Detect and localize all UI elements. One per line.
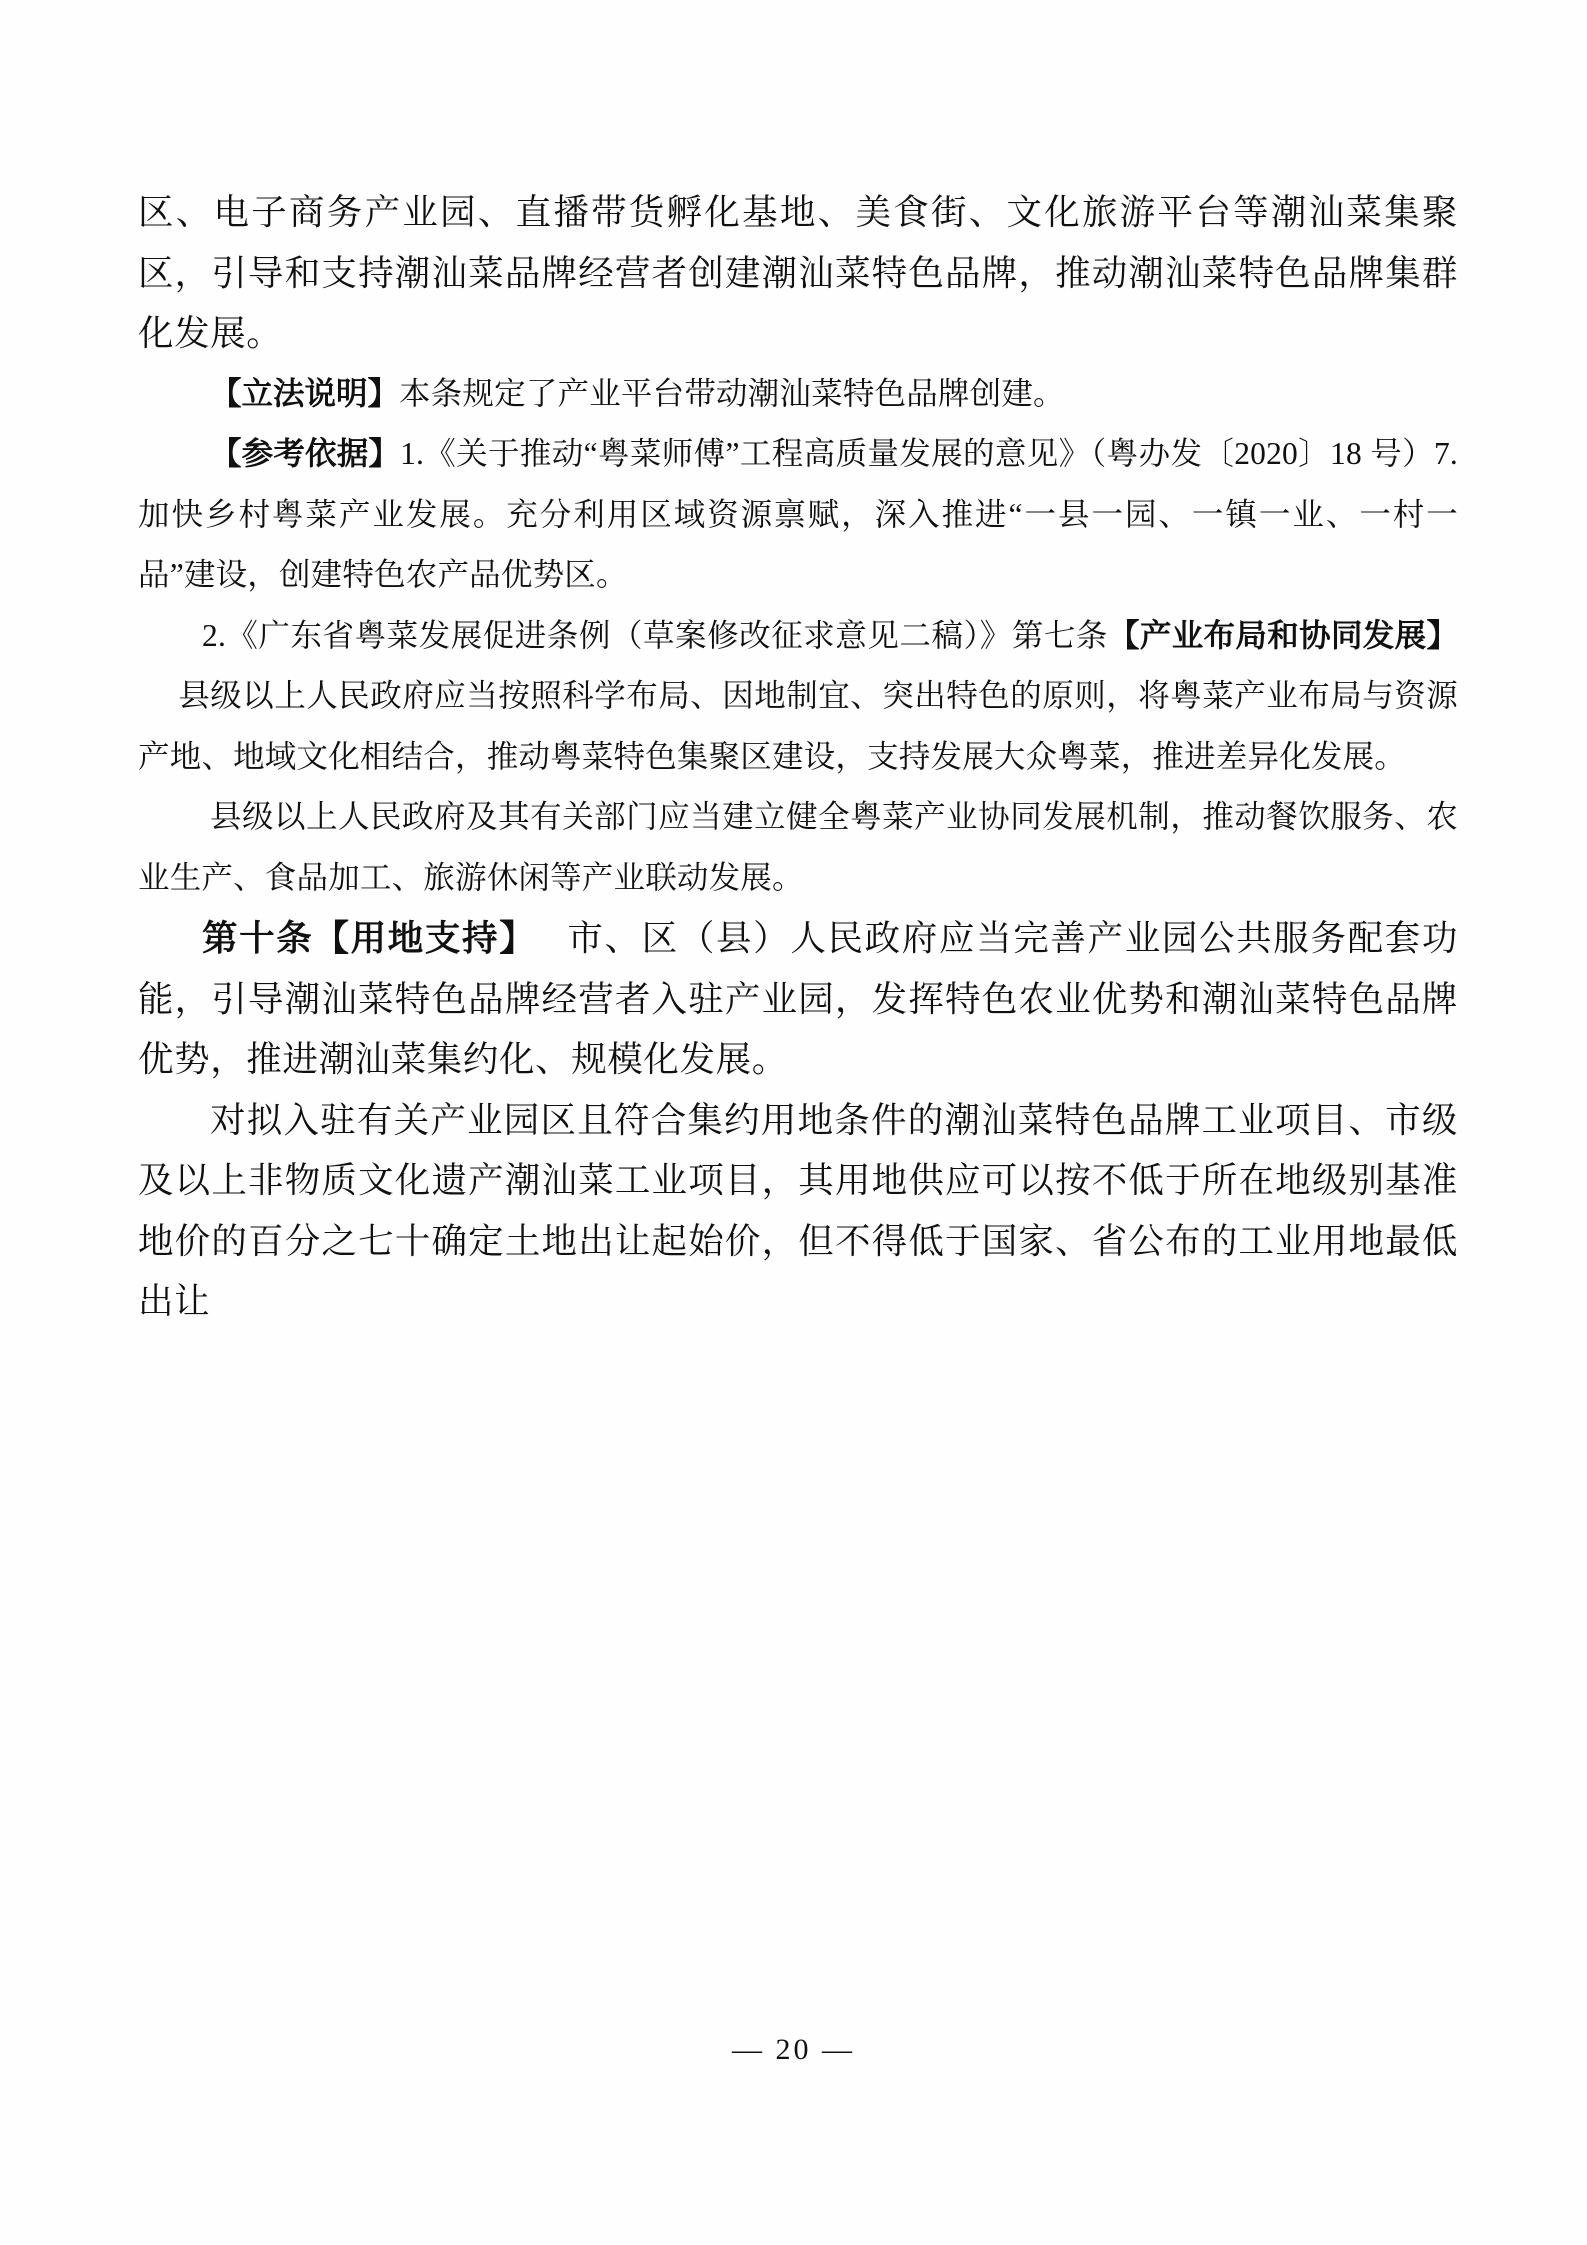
article-10-heading: 第十条【用地支持】 [202,918,537,958]
reference-item-2-text: 县级以上人民政府应当按照科学布局、因地制宜、突出特色的原则，将粤菜产业布局与资源产地、地域文化相结合，推动粤菜特色集聚区建设，支持发展大众粤菜，推进差异化发展。 [138,678,1458,774]
page-footer [0,2030,1587,2070]
article-10-text: 市、区（县）人民政府应当完善产业园公共服务配套功能，引导潮汕菜特色品牌经营者入驻产业园，发挥特色农业优势和潮汕菜特色品牌优势，推进潮汕菜集约化、规模化发展。 [138,918,1459,1079]
reference-basis-paragraph [138,424,1458,606]
legislative-explanation-label: 【立法说明】 [210,375,400,411]
page-number-label: — 20 — [732,2033,855,2066]
reference-item-2-citation: 2.《广东省粤菜发展促进条例（草案修改征求意见二稿）》第七条 [202,617,1108,653]
article-10-paragraph [138,908,1458,1090]
reference-basis-label: 【参考依据】 [210,436,401,471]
reference-item-2-article-label: 【产业布局和协同发展】 [1108,617,1458,653]
reference-basis-text: 1.《关于推动“粤菜师傅”工程高质量发展的意见》（粤办发〔2020〕18 号）7.加快乡村粤菜产业发展。充分利用区域资源禀赋，深入推进“一县一园、一镇一业、一村一品”建设，创建特色农产品优势区。 [138,436,1458,592]
reference-item-2-paragraph [138,606,1458,788]
legislative-explanation-text: 本条规定了产业平台带动潮汕菜特色品牌创建。 [399,375,1065,411]
legislative-explanation-paragraph [138,364,1458,425]
paragraph-continuation: 区、电子商务产业园、直播带货孵化基地、美食街、文化旅游平台等潮汕菜集聚区，引导和支持潮汕菜品牌经营者创建潮汕菜特色品牌，推动潮汕菜特色品牌集群化发展。 [138,192,1458,353]
reference-item-2-second-clause: 县级以上人民政府及其有关部门应当建立健全粤菜产业协同发展机制，推动餐饮服务、农业生产、食品加工、旅游休闲等产业联动发展。 [138,799,1458,895]
document-text-column [138,182,1458,1332]
article-10-clause-2: 对拟入驻有关产业园区且符合集约用地条件的潮汕菜特色品牌工业项目、市级及以上非物质文化遗产潮汕菜工业项目，其用地供应可以按不低于所在地级别基准地价的百分之七十确定土地出让起始价，但不得低于国家、省公布的工业用地最低出让 [138,1099,1458,1321]
